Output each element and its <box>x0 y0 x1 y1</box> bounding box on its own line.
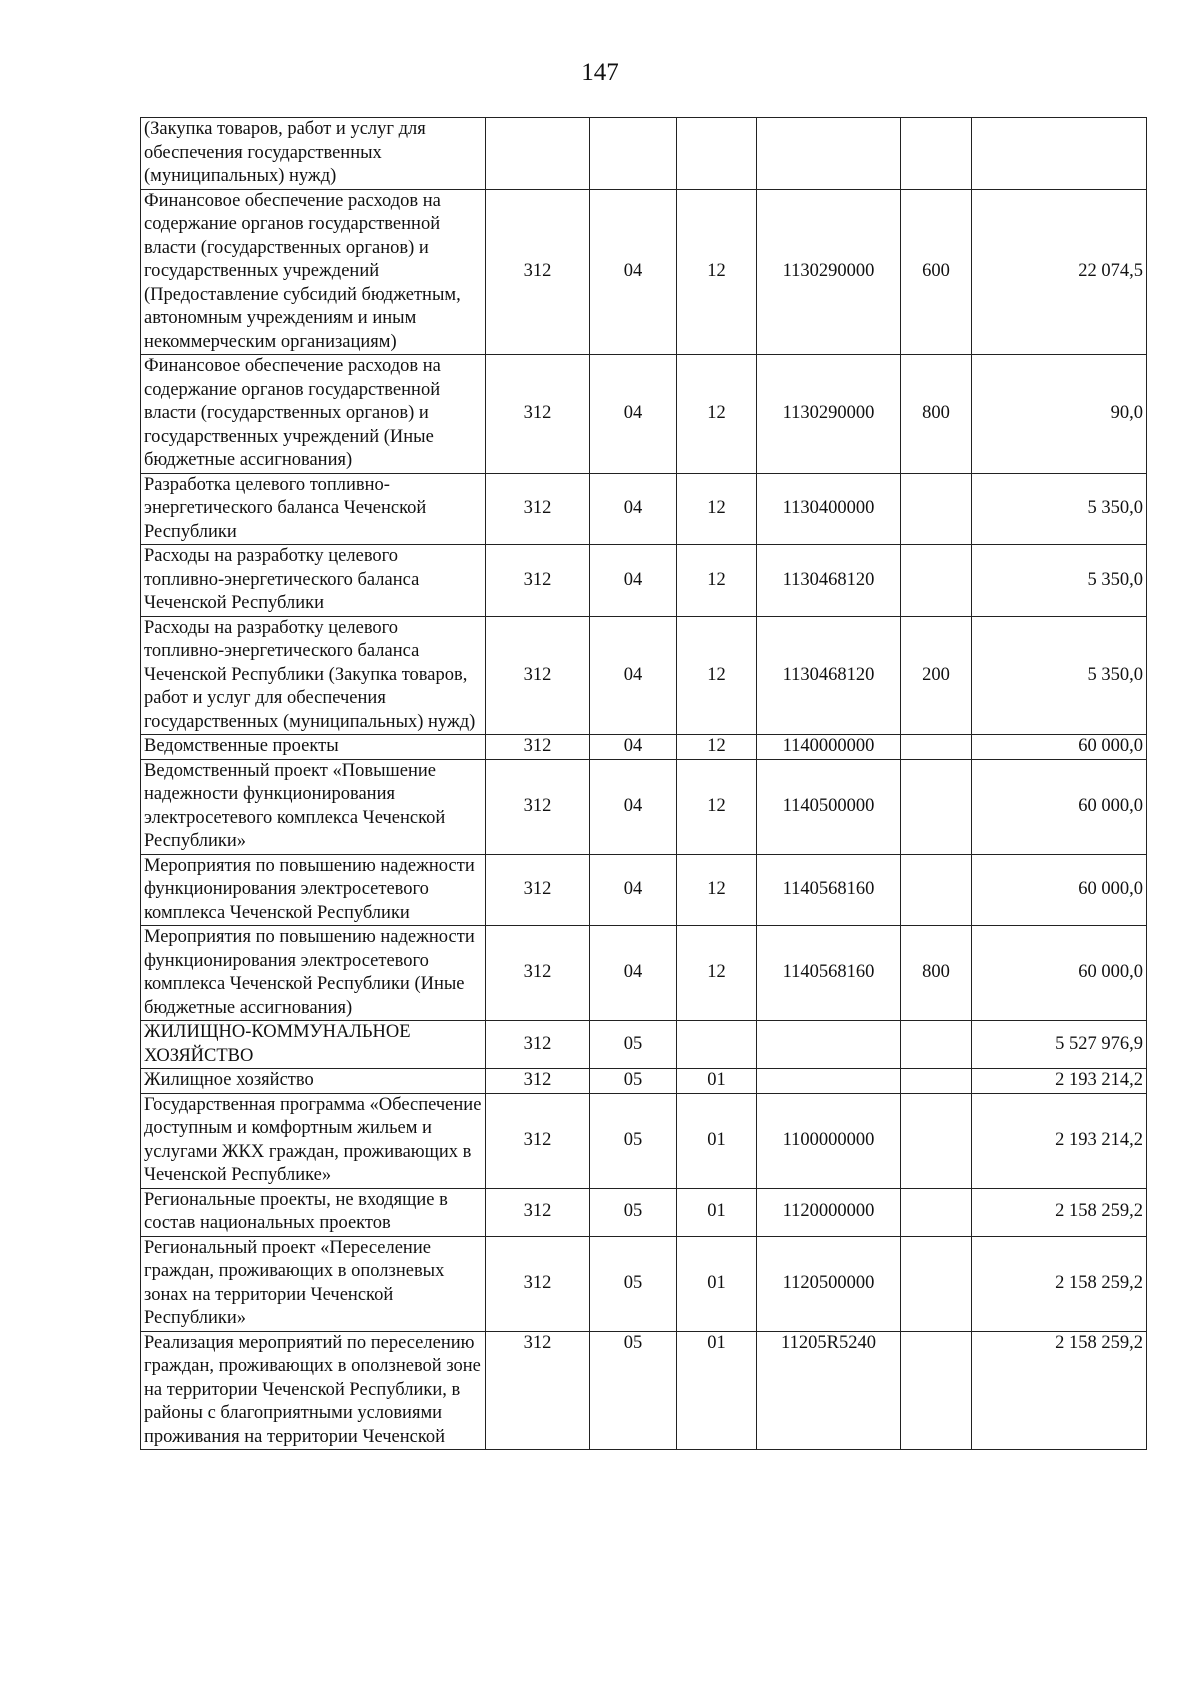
expense-type-code <box>901 735 972 760</box>
item-name: ЖИЛИЩНО-КОММУНАЛЬНОЕ ХОЗЯЙСТВО <box>141 1021 486 1069</box>
item-name: Финансовое обеспечение расходов на содержание органов государственной власти (государственных органов) и государственных учреждений (Предоставление субсидий бюджетным, автономным учреждениям и иным некоммерческим организациям) <box>141 189 486 355</box>
table-row <box>141 1188 1147 1236</box>
ministry-code: 312 <box>486 1069 590 1094</box>
item-name: Ведомственный проект «Повышение надежности функционирования электросетевого комплекса Чеченской Республики» <box>141 759 486 854</box>
target-article-code: 1130290000 <box>757 189 901 355</box>
section-code <box>590 118 677 190</box>
section-code: 04 <box>590 189 677 355</box>
expense-type-code <box>901 854 972 926</box>
expense-type-code: 200 <box>901 616 972 735</box>
target-article-code: 1130468120 <box>757 545 901 617</box>
subsection-code: 12 <box>677 759 757 854</box>
section-code: 05 <box>590 1093 677 1188</box>
ministry-code: 312 <box>486 545 590 617</box>
section-code: 04 <box>590 473 677 545</box>
target-article-code <box>757 1069 901 1094</box>
subsection-code <box>677 118 757 190</box>
target-article-code: 1140500000 <box>757 759 901 854</box>
table-row <box>141 545 1147 617</box>
ministry-code: 312 <box>486 1188 590 1236</box>
amount: 90,0 <box>972 355 1147 474</box>
section-code: 04 <box>590 355 677 474</box>
subsection-code: 01 <box>677 1188 757 1236</box>
target-article-code: 1140568160 <box>757 854 901 926</box>
item-name: Региональный проект «Переселение граждан, проживающих в оползневых зонах на территории Чеченской Республики» <box>141 1236 486 1331</box>
item-name: Государственная программа «Обеспечение доступным и комфортным жильем и услугами ЖКХ граждан, проживающих в Чеченской Республике» <box>141 1093 486 1188</box>
amount: 2 158 259,2 <box>972 1188 1147 1236</box>
ministry-code: 312 <box>486 854 590 926</box>
subsection-code: 01 <box>677 1093 757 1188</box>
table-row <box>141 1021 1147 1069</box>
expense-type-code: 800 <box>901 355 972 474</box>
table-row <box>141 759 1147 854</box>
table-row <box>141 854 1147 926</box>
section-code: 05 <box>590 1069 677 1094</box>
table-row <box>141 355 1147 474</box>
target-article-code: 1130400000 <box>757 473 901 545</box>
table-row <box>141 735 1147 760</box>
amount: 60 000,0 <box>972 759 1147 854</box>
item-name: Региональные проекты, не входящие в состав национальных проектов <box>141 1188 486 1236</box>
budget-table-body <box>141 118 1147 1450</box>
item-name: Жилищное хозяйство <box>141 1069 486 1094</box>
ministry-code: 312 <box>486 1236 590 1331</box>
expense-type-code <box>901 1236 972 1331</box>
ministry-code: 312 <box>486 189 590 355</box>
table-row <box>141 1331 1147 1450</box>
amount: 5 350,0 <box>972 616 1147 735</box>
amount: 22 074,5 <box>972 189 1147 355</box>
target-article-code: 1130290000 <box>757 355 901 474</box>
ministry-code: 312 <box>486 926 590 1021</box>
item-name: (Закупка товаров, работ и услуг для обеспечения государственных (муниципальных) нужд) <box>141 118 486 190</box>
page-number: 147 <box>581 59 619 86</box>
subsection-code: 12 <box>677 355 757 474</box>
amount: 5 350,0 <box>972 545 1147 617</box>
amount: 2 158 259,2 <box>972 1331 1147 1450</box>
subsection-code: 12 <box>677 616 757 735</box>
amount: 2 193 214,2 <box>972 1093 1147 1188</box>
target-article-code <box>757 118 901 190</box>
amount: 60 000,0 <box>972 854 1147 926</box>
subsection-code <box>677 1021 757 1069</box>
item-name: Ведомственные проекты <box>141 735 486 760</box>
target-article-code: 1130468120 <box>757 616 901 735</box>
subsection-code: 12 <box>677 545 757 617</box>
item-name: Расходы на разработку целевого топливно-энергетического баланса Чеченской Республики (Закупка товаров, работ и услуг для обеспечения государственных (муниципальных) нужд) <box>141 616 486 735</box>
item-name: Мероприятия по повышению надежности функционирования электросетевого комплекса Чеченской Республики (Иные бюджетные ассигнования) <box>141 926 486 1021</box>
table-row <box>141 118 1147 190</box>
amount: 2 158 259,2 <box>972 1236 1147 1331</box>
section-code: 04 <box>590 854 677 926</box>
expense-type-code <box>901 118 972 190</box>
expense-type-code <box>901 1331 972 1450</box>
item-name: Финансовое обеспечение расходов на содержание органов государственной власти (государственных органов) и государственных учреждений (Иные бюджетные ассигнования) <box>141 355 486 474</box>
ministry-code: 312 <box>486 1021 590 1069</box>
section-code: 05 <box>590 1021 677 1069</box>
table-row <box>141 189 1147 355</box>
expense-type-code: 600 <box>901 189 972 355</box>
ministry-code: 312 <box>486 473 590 545</box>
section-code: 05 <box>590 1236 677 1331</box>
subsection-code: 12 <box>677 189 757 355</box>
ministry-code: 312 <box>486 355 590 474</box>
subsection-code: 12 <box>677 854 757 926</box>
expense-type-code <box>901 1021 972 1069</box>
target-article-code: 1140568160 <box>757 926 901 1021</box>
section-code: 04 <box>590 545 677 617</box>
amount: 5 527 976,9 <box>972 1021 1147 1069</box>
subsection-code: 12 <box>677 473 757 545</box>
section-code: 04 <box>590 926 677 1021</box>
subsection-code: 01 <box>677 1236 757 1331</box>
subsection-code: 12 <box>677 735 757 760</box>
table-row <box>141 1069 1147 1094</box>
ministry-code: 312 <box>486 735 590 760</box>
ministry-code <box>486 118 590 190</box>
target-article-code: 1100000000 <box>757 1093 901 1188</box>
expense-type-code <box>901 473 972 545</box>
expense-type-code <box>901 1188 972 1236</box>
target-article-code: 11205R5240 <box>757 1331 901 1450</box>
expense-type-code <box>901 1093 972 1188</box>
item-name: Разработка целевого топливно-энергетического баланса Чеченской Республики <box>141 473 486 545</box>
expense-type-code: 800 <box>901 926 972 1021</box>
section-code: 05 <box>590 1188 677 1236</box>
table-row <box>141 1093 1147 1188</box>
ministry-code: 312 <box>486 759 590 854</box>
table-row <box>141 616 1147 735</box>
section-code: 05 <box>590 1331 677 1450</box>
item-name: Расходы на разработку целевого топливно-энергетического баланса Чеченской Республики <box>141 545 486 617</box>
amount: 60 000,0 <box>972 735 1147 760</box>
amount <box>972 118 1147 190</box>
section-code: 04 <box>590 759 677 854</box>
expense-type-code <box>901 759 972 854</box>
section-code: 04 <box>590 616 677 735</box>
table-row <box>141 1236 1147 1331</box>
table-row <box>141 473 1147 545</box>
subsection-code: 01 <box>677 1069 757 1094</box>
table-row <box>141 926 1147 1021</box>
expense-type-code <box>901 545 972 617</box>
item-name: Мероприятия по повышению надежности функционирования электросетевого комплекса Чеченской Республики <box>141 854 486 926</box>
amount: 60 000,0 <box>972 926 1147 1021</box>
subsection-code: 01 <box>677 1331 757 1450</box>
amount: 2 193 214,2 <box>972 1069 1147 1094</box>
ministry-code: 312 <box>486 1331 590 1450</box>
ministry-code: 312 <box>486 1093 590 1188</box>
ministry-code: 312 <box>486 616 590 735</box>
section-code: 04 <box>590 735 677 760</box>
target-article-code <box>757 1021 901 1069</box>
target-article-code: 1140000000 <box>757 735 901 760</box>
subsection-code: 12 <box>677 926 757 1021</box>
expense-type-code <box>901 1069 972 1094</box>
target-article-code: 1120000000 <box>757 1188 901 1236</box>
amount: 5 350,0 <box>972 473 1147 545</box>
target-article-code: 1120500000 <box>757 1236 901 1331</box>
item-name: Реализация мероприятий по переселению граждан, проживающих в оползневой зоне на территории Чеченской Республики, в районы с благоприятными условиями проживания на территории Чеченской <box>141 1331 486 1450</box>
budget-table <box>140 117 1147 1450</box>
